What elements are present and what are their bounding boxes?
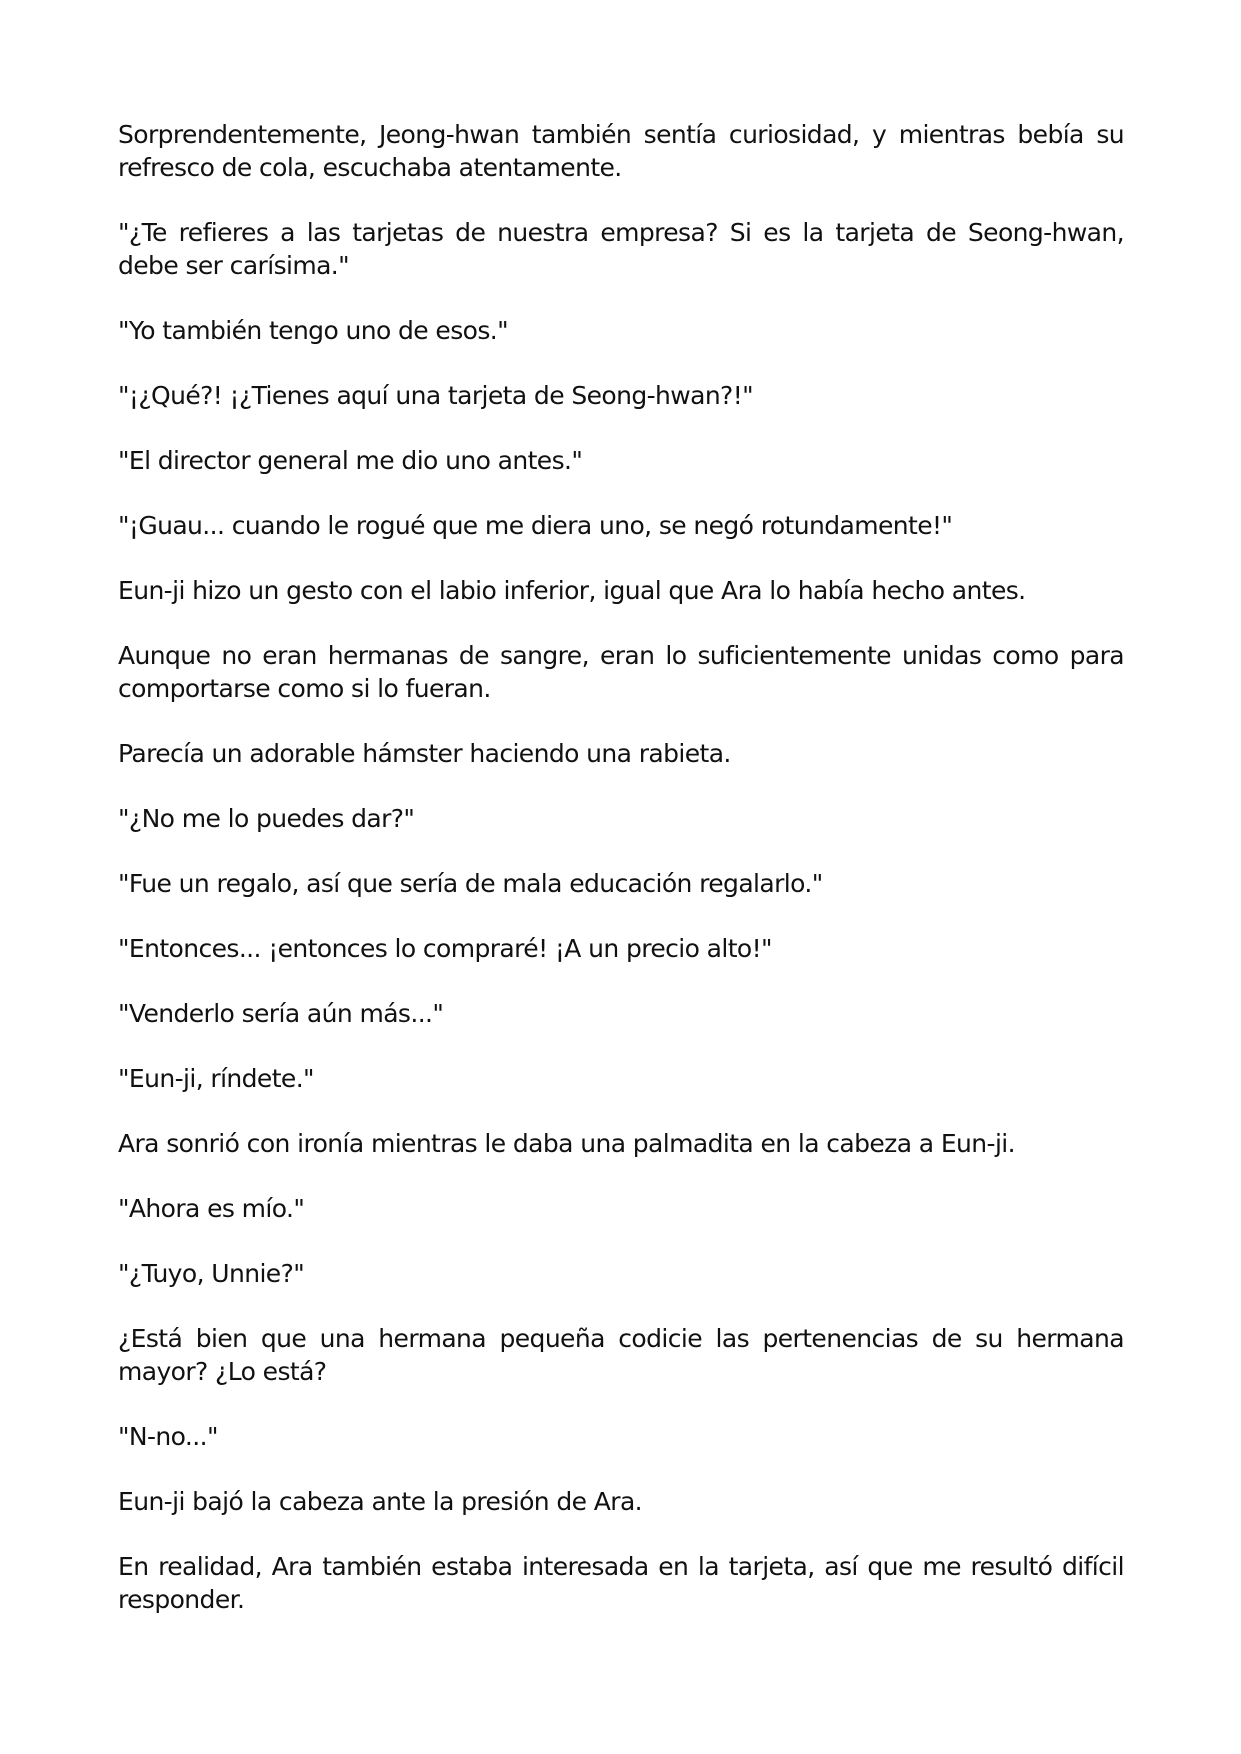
- paragraph-11: "Fue un regalo, así que sería de mala educación regalarlo.": [118, 869, 823, 898]
- paragraph-18: ¿Está bien que una hermana pequeña codicie las pertenencias de su hermana mayor? ¿Lo está?: [118, 1324, 1124, 1386]
- paragraph-1: Sorprendentemente, Jeong-hwan también sentía curiosidad, y mientras bebía su refresco de cola, escuchaba atentamente.: [118, 120, 1124, 182]
- paragraph-3: "Yo también tengo uno de esos.": [118, 316, 508, 345]
- paragraph-20: Eun-ji bajó la cabeza ante la presión de Ara.: [118, 1487, 643, 1516]
- paragraph-21: En realidad, Ara también estaba interesada en la tarjeta, así que me resultó difícil responder.: [118, 1552, 1124, 1614]
- paragraph-8: Aunque no eran hermanas de sangre, eran lo suficientemente unidas como para comportarse como si lo fueran.: [118, 641, 1124, 703]
- paragraph-15: Ara sonrió con ironía mientras le daba una palmadita en la cabeza a Eun-ji.: [118, 1129, 1015, 1158]
- paragraph-10: "¿No me lo puedes dar?": [118, 804, 415, 833]
- paragraph-14: "Eun-ji, ríndete.": [118, 1064, 314, 1093]
- paragraph-13: "Venderlo sería aún más...": [118, 999, 444, 1028]
- paragraph-5: "El director general me dio uno antes.": [118, 446, 583, 475]
- paragraph-17: "¿Tuyo, Unnie?": [118, 1259, 305, 1288]
- paragraph-16: "Ahora es mío.": [118, 1194, 305, 1223]
- paragraph-6: "¡Guau... cuando le rogué que me diera uno, se negó rotundamente!": [118, 511, 953, 540]
- paragraph-7: Eun-ji hizo un gesto con el labio inferior, igual que Ara lo había hecho antes.: [118, 576, 1026, 605]
- paragraph-12: "Entonces... ¡entonces lo compraré! ¡A un precio alto!": [118, 934, 772, 963]
- paragraph-19: "N-no...": [118, 1422, 218, 1451]
- document-body: [118, 118, 1124, 1616]
- paragraph-4: "¡¿Qué?! ¡¿Tienes aquí una tarjeta de Seong-hwan?!": [118, 381, 754, 410]
- paragraph-2: "¿Te refieres a las tarjetas de nuestra empresa? Si es la tarjeta de Seong-hwan, debe ser carísima.": [118, 218, 1124, 280]
- paragraph-9: Parecía un adorable hámster haciendo una rabieta.: [118, 739, 731, 768]
